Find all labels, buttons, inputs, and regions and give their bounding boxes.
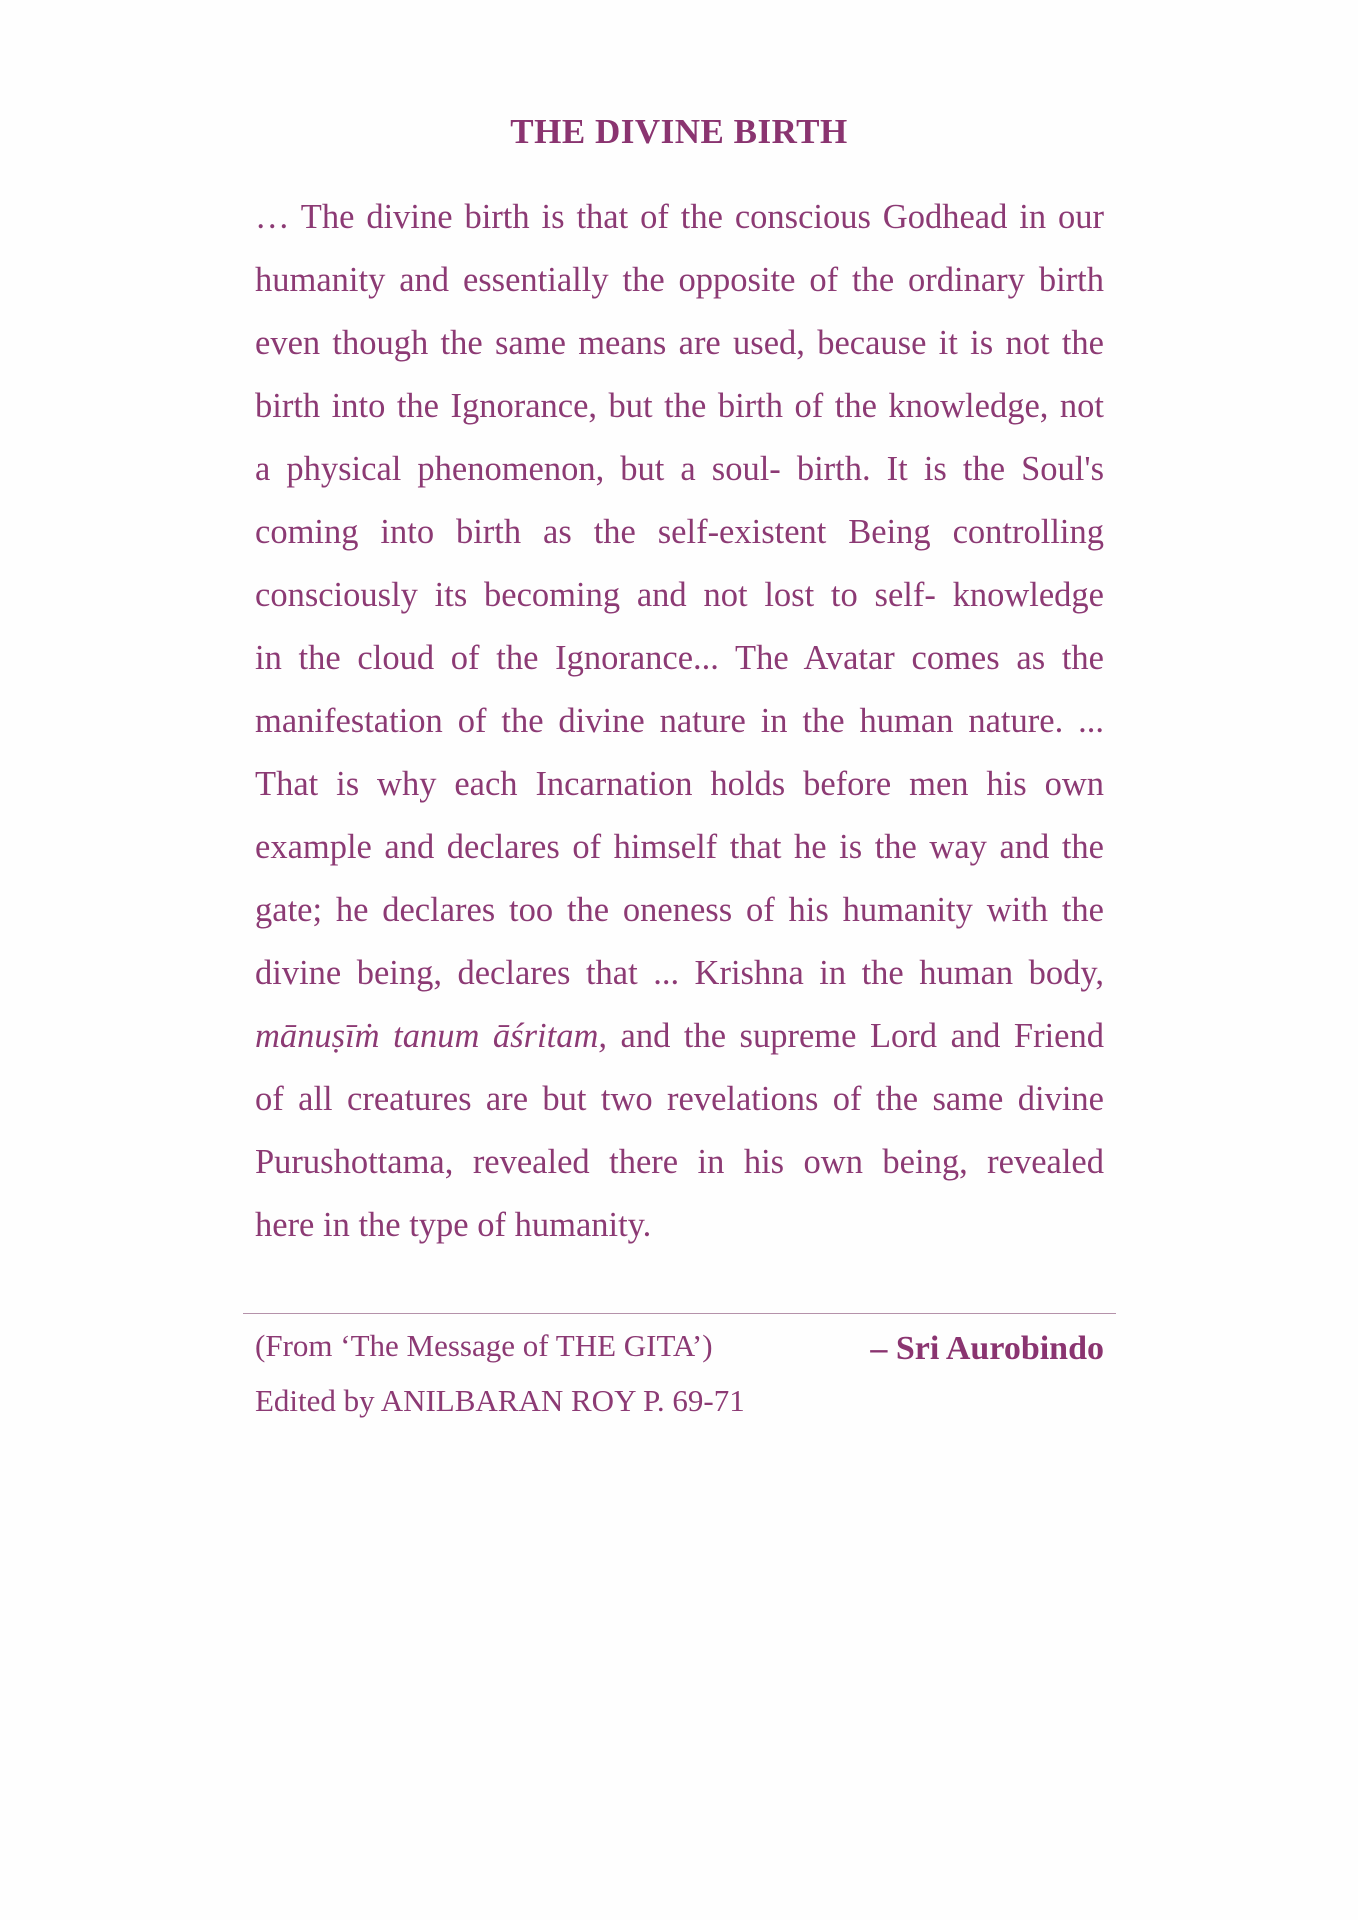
body-paragraph <box>255 186 1104 1257</box>
body-line: even though the same means are used, because it is not the <box>255 324 1104 362</box>
sanskrit-phrase: mānuṣīṁ tanum āśritam, <box>255 1017 607 1055</box>
source-citation: (From ‘The Message of THE GITA’) <box>255 1328 713 1363</box>
author-attribution: – Sri Aurobindo <box>870 1330 1104 1367</box>
body-line: here in the type of humanity. <box>255 1206 652 1244</box>
footer-divider <box>243 1313 1116 1314</box>
body-line: example and declares of himself that he is the way and the <box>255 828 1104 866</box>
body-line-remainder: and the supreme Lord and Friend <box>606 1017 1104 1055</box>
body-line-with-sanskrit <box>255 1005 1104 1068</box>
body-line: in the cloud of the Ignorance... The Avatar comes as the <box>255 639 1104 677</box>
page-title: THE DIVINE BIRTH <box>510 112 848 151</box>
body-line: a physical phenomenon, but a soul- birth. It is the Soul's <box>255 450 1104 488</box>
body-line: Purushottama, revealed there in his own being, revealed <box>255 1143 1104 1181</box>
editor-credit: Edited by ANILBARAN ROY P. 69-71 <box>255 1383 745 1418</box>
body-line: That is why each Incarnation holds before men his own <box>255 765 1104 803</box>
body-line: … The divine birth is that of the conscious Godhead in our <box>255 198 1104 236</box>
body-line: manifestation of the divine nature in the human nature. ... <box>255 702 1104 740</box>
body-line: of all creatures are but two revelations of the same divine <box>255 1080 1104 1118</box>
body-line: humanity and essentially the opposite of the ordinary birth <box>255 261 1104 299</box>
body-line: divine being, declares that ... Krishna in the human body, <box>255 954 1104 992</box>
body-line: coming into birth as the self-existent Being controlling <box>255 513 1104 551</box>
body-line: consciously its becoming and not lost to self- knowledge <box>255 576 1104 614</box>
body-line: birth into the Ignorance, but the birth of the knowledge, not <box>255 387 1104 425</box>
body-line: gate; he declares too the oneness of his humanity with the <box>255 891 1104 929</box>
